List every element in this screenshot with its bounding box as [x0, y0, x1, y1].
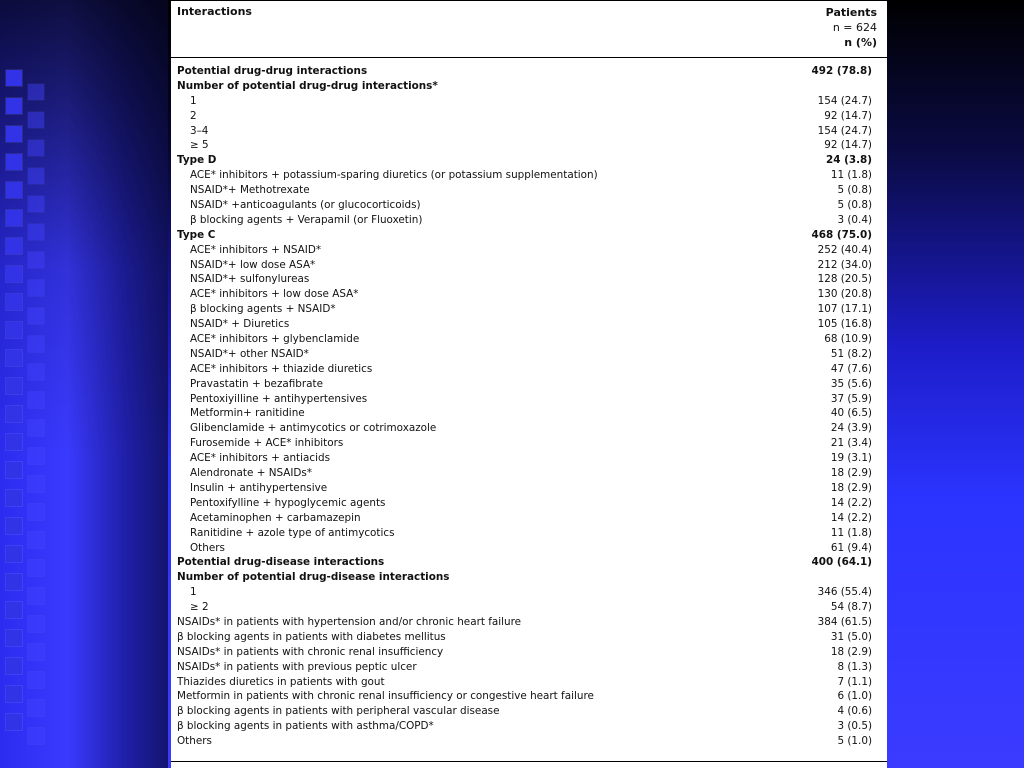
- header-patients: Patients: [825, 6, 877, 19]
- row-label: β blocking agents + Verapamil (or Fluoxetin): [190, 213, 423, 226]
- decorative-square: [6, 154, 22, 170]
- table-row: [171, 421, 887, 436]
- decorative-square: [28, 308, 44, 324]
- table-row: [171, 600, 887, 615]
- row-label: Pravastatin + bezafibrate: [190, 377, 324, 390]
- decorative-square: [6, 686, 22, 702]
- table-row: [171, 377, 887, 392]
- decorative-square: [28, 672, 44, 688]
- row-value: 384 (61.5): [817, 615, 872, 628]
- row-value: 107 (17.1): [817, 303, 872, 316]
- row-label: ACE* inhibitors + low dose ASA*: [190, 288, 359, 301]
- row-label: Metformin in patients with chronic renal insufficiency or congestive heart failure: [177, 690, 594, 703]
- row-value: 3 (0.4): [837, 213, 872, 226]
- row-value: 37 (5.9): [830, 392, 872, 405]
- table-row: [171, 406, 887, 421]
- row-value: 24 (3.9): [830, 422, 872, 435]
- table-row: [171, 451, 887, 466]
- table-body: [171, 64, 887, 749]
- decorative-square: [28, 336, 44, 352]
- row-label: Pentoxifylline + hypoglycemic agents: [190, 496, 386, 509]
- row-value: 14 (2.2): [830, 511, 872, 524]
- row-value: 154 (24.7): [817, 94, 872, 107]
- table-row: [171, 317, 887, 332]
- row-label: Type C: [177, 228, 216, 241]
- row-label: β blocking agents in patients with asthma/COPD*: [177, 720, 434, 733]
- table-row: [171, 124, 887, 139]
- row-label: NSAID*+ other NSAID*: [190, 347, 309, 360]
- row-value: 8 (1.3): [837, 660, 872, 673]
- row-value: 18 (2.9): [830, 645, 872, 658]
- table-row: [171, 570, 887, 585]
- header-rule: [171, 57, 887, 58]
- row-label: NSAIDs* in patients with hypertension and/or chronic heart failure: [177, 615, 522, 628]
- table-row: [171, 496, 887, 511]
- row-label: 3–4: [190, 124, 209, 137]
- table-page: [171, 0, 887, 768]
- table-row: [171, 645, 887, 660]
- decorative-square: [6, 630, 22, 646]
- table-row: [171, 362, 887, 377]
- row-value: 54 (8.7): [830, 601, 872, 614]
- table-row: [171, 675, 887, 690]
- row-value: 35 (5.6): [830, 377, 872, 390]
- decorative-square: [28, 532, 44, 548]
- decorative-square: [6, 210, 22, 226]
- row-label: ≥ 5: [190, 139, 209, 152]
- decorative-square: [6, 378, 22, 394]
- decorative-square: [28, 448, 44, 464]
- row-label: ACE* inhibitors + glybenclamide: [190, 333, 360, 346]
- row-label: NSAIDs* in patients with chronic renal insufficiency: [177, 645, 444, 658]
- table-row: [171, 258, 887, 273]
- decorative-square: [28, 224, 44, 240]
- row-label: NSAID* +anticoagulants (or glucocorticoids): [190, 199, 421, 212]
- row-label: Ranitidine + azole type of antimycotics: [190, 526, 395, 539]
- decorative-square: [6, 70, 22, 86]
- table-row: [171, 436, 887, 451]
- decorative-square: [28, 476, 44, 492]
- row-value: 5 (1.0): [837, 735, 872, 748]
- decorative-square: [6, 266, 22, 282]
- decorative-square: [6, 462, 22, 478]
- row-value: 21 (3.4): [830, 437, 872, 450]
- row-value: 5 (0.8): [837, 199, 872, 212]
- table-row: [171, 94, 887, 109]
- row-label: ACE* inhibitors + potassium-sparing diuretics (or potassium supplementation): [190, 169, 598, 182]
- row-value: 4 (0.6): [837, 705, 872, 718]
- row-value: 492 (78.8): [811, 65, 872, 77]
- decorative-square: [6, 546, 22, 562]
- row-label: Furosemide + ACE* inhibitors: [190, 437, 344, 450]
- row-value: 18 (2.9): [830, 481, 872, 494]
- right-background-band: [887, 0, 1024, 768]
- table-row: [171, 198, 887, 213]
- decorative-square: [6, 406, 22, 422]
- row-value: 105 (16.8): [817, 318, 872, 331]
- row-label: NSAID*+ low dose ASA*: [190, 258, 316, 271]
- row-value: 212 (34.0): [817, 258, 872, 271]
- decorative-square: [28, 644, 44, 660]
- row-label: Potential drug-disease interactions: [177, 556, 385, 569]
- decorative-square: [28, 392, 44, 408]
- row-label: ≥ 2: [190, 601, 209, 614]
- table-row: [171, 734, 887, 749]
- table-row: [171, 704, 887, 719]
- table-row: [171, 213, 887, 228]
- row-label: 2: [190, 109, 197, 122]
- table-row: [171, 481, 887, 496]
- row-value: 400 (64.1): [811, 556, 872, 569]
- row-value: 130 (20.8): [817, 288, 872, 301]
- row-value: 19 (3.1): [830, 452, 872, 465]
- table-row: [171, 302, 887, 317]
- decorative-square: [28, 728, 44, 744]
- row-label: Acetaminophen + carbamazepin: [190, 511, 361, 524]
- decorative-square: [28, 616, 44, 632]
- decorative-square: [28, 112, 44, 128]
- table-row: [171, 347, 887, 362]
- table-row: [171, 689, 887, 704]
- row-value: 51 (8.2): [830, 347, 872, 360]
- row-label: ACE* inhibitors + antiacids: [190, 452, 330, 465]
- row-label: Potential drug-drug interactions: [177, 65, 368, 77]
- decorative-square: [28, 364, 44, 380]
- table-row: [171, 526, 887, 541]
- decorative-square: [28, 588, 44, 604]
- table-row: [171, 243, 887, 258]
- row-label: Others: [177, 735, 212, 748]
- row-value: 252 (40.4): [817, 243, 872, 256]
- row-label: β blocking agents + NSAID*: [190, 303, 336, 316]
- decorative-square: [28, 280, 44, 296]
- table-row: [171, 630, 887, 645]
- header-n-percent: n (%): [844, 36, 877, 49]
- decorative-square: [28, 168, 44, 184]
- row-label: ACE* inhibitors + NSAID*: [190, 243, 322, 256]
- row-label: Insulin + antihypertensive: [190, 481, 328, 494]
- decorative-square: [28, 560, 44, 576]
- table-row: [171, 555, 887, 570]
- decorative-square: [6, 658, 22, 674]
- table-row: [171, 228, 887, 243]
- row-label: Number of potential drug-disease interactions: [177, 571, 450, 584]
- decorative-square: [6, 490, 22, 506]
- table-row: [171, 511, 887, 526]
- table-row: [171, 719, 887, 734]
- column-header-interactions: Interactions: [177, 5, 252, 18]
- row-label: NSAID*+ sulfonylureas: [190, 273, 310, 286]
- table-row: [171, 109, 887, 124]
- table-row: [171, 168, 887, 183]
- table-row: [171, 615, 887, 630]
- table-row: [171, 585, 887, 600]
- row-value: 24 (3.8): [826, 154, 872, 167]
- decorative-square: [6, 714, 22, 730]
- row-value: 47 (7.6): [830, 362, 872, 375]
- decorative-square: [28, 700, 44, 716]
- decorative-square: [6, 602, 22, 618]
- table-row: [171, 660, 887, 675]
- table-row: [171, 79, 887, 94]
- row-label: Others: [190, 541, 225, 554]
- row-label: NSAID*+ Methotrexate: [190, 184, 310, 197]
- row-label: ACE* inhibitors + thiazide diuretics: [190, 362, 373, 375]
- table-row: [171, 272, 887, 287]
- row-value: 11 (1.8): [830, 169, 872, 182]
- decorative-square: [28, 84, 44, 100]
- row-value: 14 (2.2): [830, 496, 872, 509]
- decorative-square: [6, 434, 22, 450]
- decorative-square: [6, 182, 22, 198]
- row-label: β blocking agents in patients with diabetes mellitus: [177, 630, 446, 643]
- table-row: [171, 138, 887, 153]
- decorative-square: [6, 574, 22, 590]
- row-value: 31 (5.0): [830, 630, 872, 643]
- row-value: 92 (14.7): [824, 139, 872, 152]
- decorative-squares: [6, 0, 28, 768]
- row-value: 128 (20.5): [817, 273, 872, 286]
- decorative-square: [6, 518, 22, 534]
- row-label: Pentoxiyilline + antihypertensives: [190, 392, 368, 405]
- table-row: [171, 332, 887, 347]
- row-value: 346 (55.4): [817, 586, 872, 599]
- row-label: Thiazides diuretics in patients with gout: [177, 675, 385, 688]
- row-value: 6 (1.0): [837, 690, 872, 703]
- decorative-square: [28, 252, 44, 268]
- table-row: [171, 153, 887, 168]
- row-value: 68 (10.9): [824, 333, 872, 346]
- row-label: NSAIDs* in patients with previous peptic ulcer: [177, 660, 417, 673]
- row-value: 7 (1.1): [837, 675, 872, 688]
- row-label: Glibenclamide + antimycotics or cotrimoxazole: [190, 422, 437, 435]
- table-row: [171, 466, 887, 481]
- table-row: [171, 541, 887, 556]
- decorative-square: [28, 420, 44, 436]
- decorative-square: [6, 126, 22, 142]
- table-row: [171, 183, 887, 198]
- row-label: Alendronate + NSAIDs*: [190, 467, 313, 480]
- decorative-square: [28, 504, 44, 520]
- row-value: 92 (14.7): [824, 109, 872, 122]
- row-value: 18 (2.9): [830, 467, 872, 480]
- row-label: Type D: [177, 154, 217, 167]
- decorative-square: [6, 322, 22, 338]
- row-label: NSAID* + Diuretics: [190, 318, 290, 331]
- table-row: [171, 287, 887, 302]
- row-label: Metformin+ ranitidine: [190, 407, 305, 420]
- row-label: β blocking agents in patients with peripheral vascular disease: [177, 705, 500, 718]
- decorative-square: [6, 294, 22, 310]
- decorative-square: [28, 140, 44, 156]
- table-row: [171, 64, 887, 79]
- decorative-square: [28, 196, 44, 212]
- table-row: [171, 392, 887, 407]
- table-bottom-rule: [171, 761, 887, 762]
- row-value: 40 (6.5): [830, 407, 872, 420]
- row-label: 1: [190, 586, 197, 599]
- row-value: 11 (1.8): [830, 526, 872, 539]
- decorative-square: [6, 238, 22, 254]
- row-label: 1: [190, 94, 197, 107]
- decorative-square: [6, 98, 22, 114]
- row-value: 154 (24.7): [817, 124, 872, 137]
- row-label: Number of potential drug-drug interactions*: [177, 79, 438, 92]
- row-value: 3 (0.5): [837, 720, 872, 733]
- decorative-square: [6, 350, 22, 366]
- row-value: 5 (0.8): [837, 184, 872, 197]
- row-value: 61 (9.4): [830, 541, 872, 554]
- header-n-total: n = 624: [832, 21, 877, 34]
- column-header-patients: [787, 5, 877, 50]
- table-top-rule: [171, 0, 887, 1]
- row-value: 468 (75.0): [811, 228, 872, 241]
